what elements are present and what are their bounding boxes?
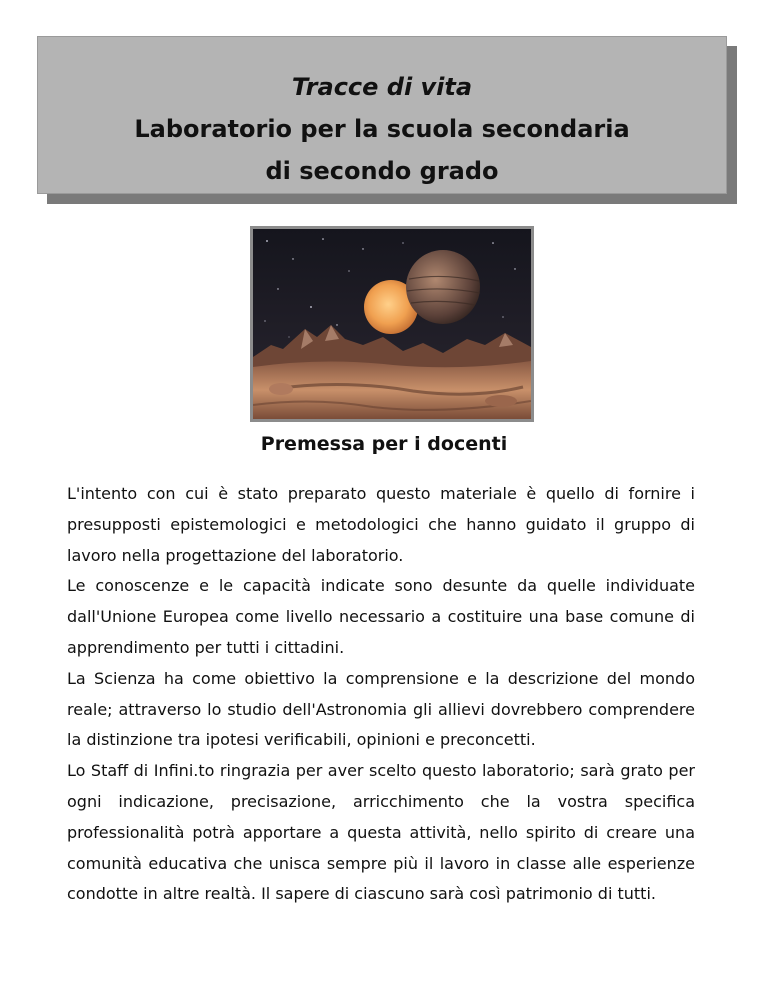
- document-subtitle-line-1: Laboratorio per la scuola secondaria: [134, 115, 630, 143]
- section-heading: Premessa per i docenti: [260, 433, 508, 455]
- alien-landscape-illustration: [250, 226, 534, 422]
- paragraph: L'intento con cui è stato preparato questo materiale è quello di fornire i presupposti epistemologici e metodologici che hanno guidato il gruppo di lavoro nella progettazione del laboratorio.: [67, 484, 695, 565]
- planet-shape: [406, 250, 480, 324]
- document-title: Tracce di vita: [291, 73, 473, 101]
- document-subtitle-line-2: di secondo grado: [265, 157, 499, 185]
- paragraph: Lo Staff di Infini.to ringrazia per aver scelto questo laboratorio; sarà grato per ogni indicazione, precisazione, arricchimento che la vostra specifica professionalità potrà apportare a questa attività, nello spirito di creare una comunità educativa che unisca sempre più il lavoro in classe alle esperienze condotte in altre realtà. Il sapere di ciascuno sarà così patrimonio di tutti.: [67, 761, 695, 904]
- paragraph: Le conoscenze e le capacità indicate sono desunte da quelle individuate dall'Unione Europea come livello necessario a costituire una base comune di apprendimento per tutti i cittadini.: [67, 576, 695, 657]
- paragraph: La Scienza ha come obiettivo la comprensione e la descrizione del mondo reale; attraverso lo studio dell'Astronomia gli allievi dovrebbero comprendere la distinzione tra ipotesi verificabili, opinioni e preconcetti.: [67, 668, 695, 750]
- ground-shape: [253, 361, 531, 419]
- title-box: [37, 36, 727, 194]
- body-text: [67, 479, 695, 910]
